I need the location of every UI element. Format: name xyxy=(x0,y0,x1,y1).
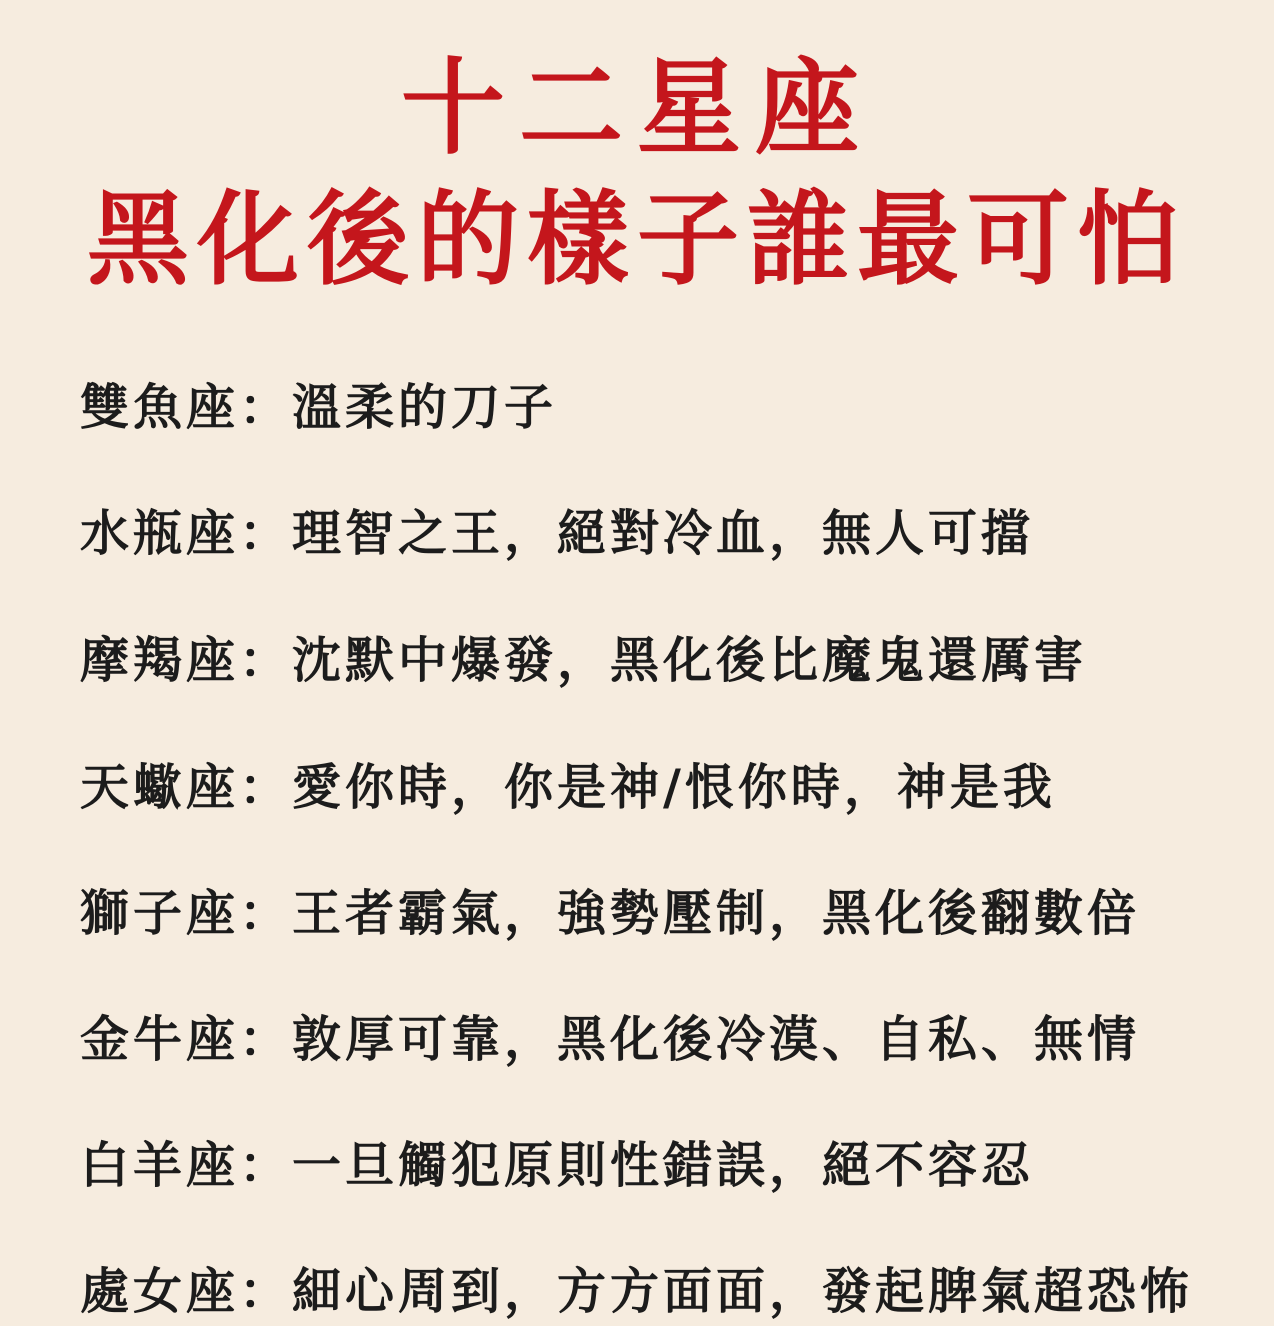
list-item xyxy=(80,1256,1193,1326)
zodiac-sign-description: 溫柔的刀子 xyxy=(292,378,558,436)
list-item xyxy=(80,1004,1140,1074)
page-title: 十二星座 xyxy=(400,46,873,169)
zodiac-sign-name: 獅子座 xyxy=(80,884,240,942)
zodiac-sign-name: 處女座 xyxy=(80,1262,240,1320)
page-subtitle: 黑化後的樣子誰最可怕 xyxy=(87,180,1187,300)
zodiac-sign-name: 金牛座 xyxy=(80,1010,240,1068)
list-item xyxy=(80,878,1140,948)
zodiac-sign-name: 白羊座 xyxy=(80,1136,240,1194)
zodiac-sign-description: 細心周到，方方面面，發起脾氣超恐怖 xyxy=(292,1262,1194,1320)
zodiac-sign-name: 水瓶座 xyxy=(80,504,240,562)
list-item xyxy=(80,372,557,442)
separator: ： xyxy=(239,1262,293,1320)
zodiac-sign-description: 愛你時，你是神/恨你時，神是我 xyxy=(292,758,1056,816)
zodiac-sign-description: 理智之王，絕對冷血，無人可擋 xyxy=(292,504,1035,562)
zodiac-sign-name: 摩羯座 xyxy=(80,631,240,689)
list-item xyxy=(80,498,1034,568)
zodiac-sign-name: 雙魚座 xyxy=(80,378,240,436)
list-item xyxy=(80,625,1087,695)
zodiac-sign-description: 王者霸氣，強勢壓制，黑化後翻數倍 xyxy=(292,884,1141,942)
separator: ： xyxy=(239,1136,293,1194)
separator: ： xyxy=(239,504,293,562)
list-item xyxy=(80,1130,1034,1200)
separator: ： xyxy=(239,631,293,689)
separator: ： xyxy=(239,1010,293,1068)
list-item xyxy=(80,752,1056,822)
zodiac-sign-name: 天蠍座 xyxy=(80,758,240,816)
zodiac-sign-description: 沈默中爆發，黑化後比魔鬼還厲害 xyxy=(292,631,1088,689)
zodiac-sign-description: 敦厚可靠，黑化後冷漠、自私、無情 xyxy=(292,1010,1141,1068)
separator: ： xyxy=(239,378,293,436)
separator: ： xyxy=(239,884,293,942)
separator: ： xyxy=(239,758,293,816)
zodiac-sign-description: 一旦觸犯原則性錯誤，絕不容忍 xyxy=(292,1136,1035,1194)
